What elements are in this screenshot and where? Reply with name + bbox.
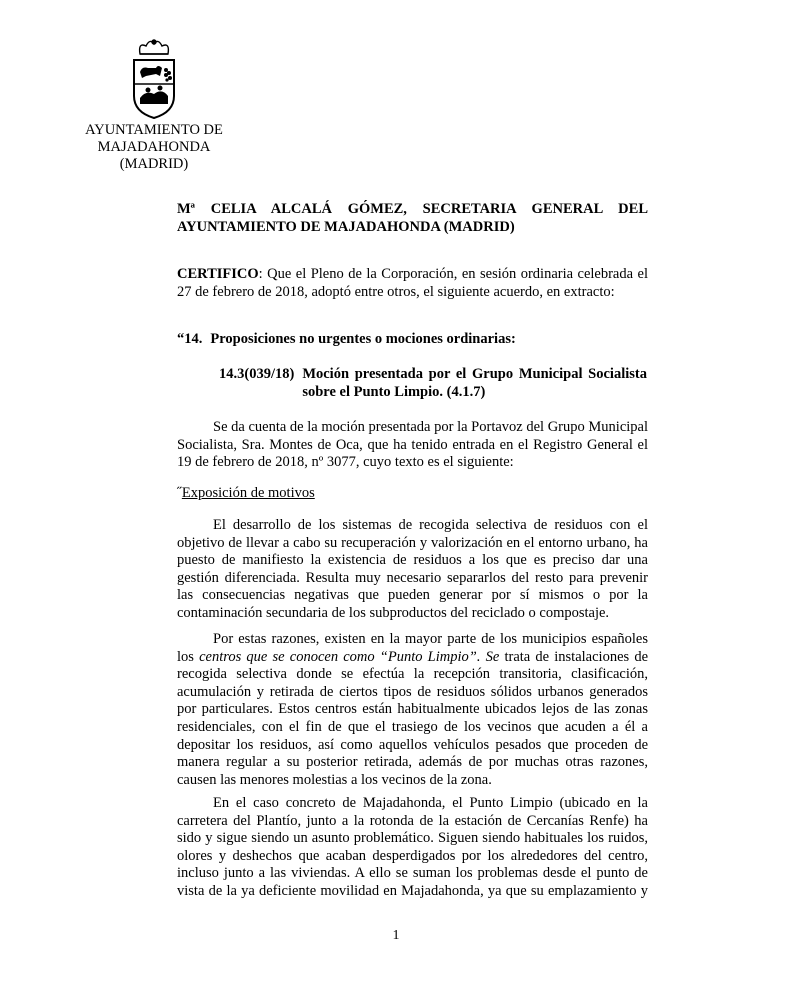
paragraph-2-italic: centros que se conocen como “Punto Limpio”. Se — [199, 648, 500, 665]
intro-paragraph — [177, 419, 648, 472]
subitem-heading — [219, 366, 647, 401]
paragraph-3 — [177, 795, 648, 901]
secretary-line: Mª CELIA ALCALÁ GÓMEZ, SECRETARIA GENERAL DEL AYUNTAMIENTO DE MAJADAHONDA (MADRID) — [177, 201, 648, 235]
secretary-heading — [177, 201, 648, 236]
paragraph-1 — [177, 517, 648, 623]
coat-of-arms-icon — [126, 38, 182, 120]
intro-text: Se da cuenta de la moción presentada por la Portavoz del Grupo Municipal Socialista, Sra. Montes de Oca, que ha tenido entrada en el Registro General el 19 de febrero de 2018, nº 3077, cuyo texto es el siguiente: — [177, 419, 648, 471]
municipality-header — [60, 122, 248, 173]
section-title — [177, 485, 648, 503]
quote-mark: ˝ — [177, 485, 182, 501]
municipality-line: (MADRID) — [119, 156, 189, 172]
certifico-label: CERTIFICO — [177, 266, 259, 282]
paragraph-2 — [177, 631, 648, 789]
paragraph-1-text: El desarrollo de los sistemas de recogida selectiva de residuos con el objetivo de llevar a cabo su recuperación y valorización en el entorno urbano, ha puesto de manifiesto la existencia de residuos a los que es preciso dar una gestión diferenciada. Resulta muy necesario separarlos del resto para prevenir las consecuencias negativas que pueden generar por sí mismos o por la contaminación secundaria de los subproductos del reciclado o compostaje. — [177, 517, 648, 621]
section-title-text: Exposición de motivos — [181, 485, 315, 501]
certifico-text: : Que el Pleno de la Corporación, en sesión ordinaria celebrada el 27 de febrero de 2018, adoptó entre otros, el siguiente acuerdo, en extracto: — [177, 266, 648, 300]
municipality-line: AYUNTAMIENTO DE — [85, 122, 223, 138]
page-number: 1 — [392, 928, 400, 943]
subitem-title: Moción presentada por el Grupo Municipal Socialista sobre el Punto Limpio. (4.1.7) — [302, 366, 647, 400]
item-title: Proposiciones no urgentes o mociones ordinarias: — [210, 331, 516, 347]
item-heading — [177, 331, 648, 349]
municipality-line: MAJADAHONDA — [97, 139, 211, 155]
paragraph-2-part2: trata de instalaciones de recogida selectiva donde se efectúa la recepción transitoria, clasificación, acumulación y retirada de ciertos tipos de residuos sólidos urbanos generados por particulares. Estos centros están habitualmente ubicados lejos de las zonas residenciales, con el fin de que el trasiego de los vecinos que acuden a él a depositar los residuos, así como aquellos vehículos pesados que proceden de manera regular a su posterior retirada, además de por muchas otras razones, causen las menores molestias a los vecinos de la zona. — [177, 648, 649, 788]
subitem-number: 14.3(039/18) — [219, 366, 295, 382]
paragraph-3-text: En el caso concreto de Majadahonda, el Punto Limpio (ubicado en la carretera del Plantío, junto a la rotonda de la estación de Cercanías Renfe) ha sido y sigue siendo un asunto problemático. Siguen siendo habituales los ruidos, olores y deshechos que acaban desperdigados por los alrededores del centro, incluso junto a las viviendas. A ello se suman los problemas desde el punto de vista de la ya deficiente movilidad en Majadahonda, ya que su emplazamiento y — [177, 795, 648, 899]
item-number: “14. — [177, 331, 203, 347]
paragraph-2-part1: Por estas razones, existen en la mayor parte de los municipios españoles los — [177, 631, 648, 665]
certifico-block — [177, 266, 648, 301]
